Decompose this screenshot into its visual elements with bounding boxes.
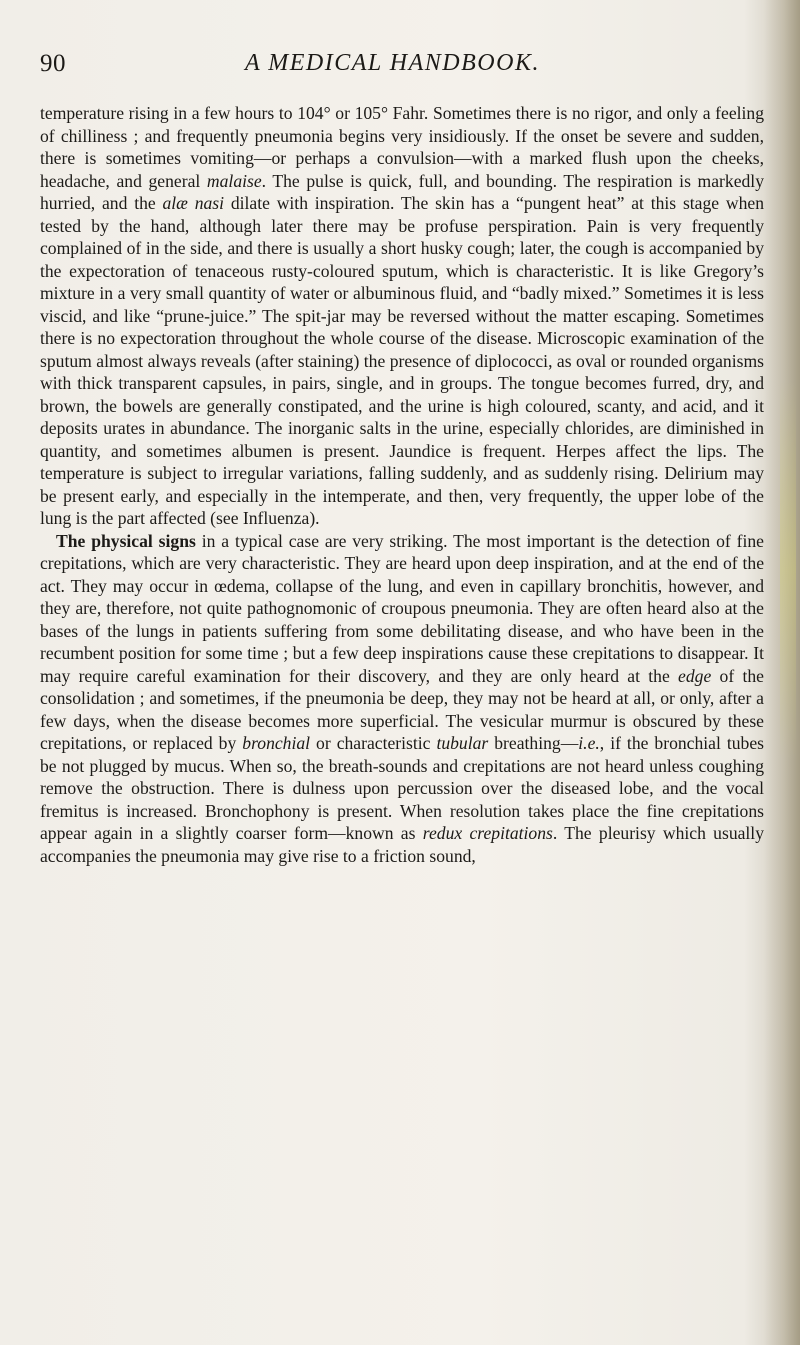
text-run: . The pulse is quick, full, and bounding. The respiration is markedly hurried, and the	[40, 170, 764, 213]
text-run: . The pleurisy which usually accompanies the pneumonia may give rise to a friction sound,	[40, 823, 764, 866]
text-run-italic: malaise	[206, 170, 262, 191]
text-run-italic: tubular	[436, 733, 489, 753]
text-run-italic: edge	[678, 665, 712, 686]
text-run-italic: bronchial	[242, 733, 311, 753]
page-header	[40, 50, 745, 82]
text-run: or characteristic	[310, 733, 437, 753]
text-run-italic: alæ nasi	[162, 193, 225, 213]
text-run-bold: The physical signs	[56, 530, 196, 551]
page-edge-discoloration	[780, 380, 796, 760]
paragraph-physical-signs	[40, 530, 764, 868]
page-number: 90	[40, 50, 66, 77]
text-run: in a typical case are very striking. The most important is the detection of fine crepitations, which are very characteristic. They are heard upon deep inspiration, and at the end of the act. They may occur in œdema, collapse of the lung, and even in capillary bronchitis, however, and they are, therefore, not quite pathognomonic of croupous pneumonia. They are often heard also at the bases of the lungs in patients suffering from some debilitating disease, and who have been in the recumbent position for some time ; but a few deep inspirations cause these crepitations to disappear. It may require careful examination for their discovery, and they are only heard at the	[40, 530, 764, 686]
text-run: temperature rising in a few hours to 104° or 105° Fahr. Sometimes there is no rigor, and only a feeling of chilliness ; and frequently pneumonia begins very insidiously. If the onset be severe and sudden, there is sometimes vomiting—or perhaps a convulsion—with a marked flush upon the cheeks, headache, and general	[40, 103, 764, 191]
text-run: dilate with inspiration. The skin has a “pungent heat” at this stage when tested by the hand, although later there may be profuse perspiration. Pain is very frequently complained of in the side, and there is usually a short husky cough; later, the cough is accompanied by the expectoration of tenaceous rusty-coloured sputum, which is characteristic. It is like Gregory’s mixture in a very small quantity of water or albuminous fluid, and “badly mixed.” Sometimes it is less viscid, and like “prune-juice.” The spit-jar may be reversed without the matter escaping. Sometimes there is no expectoration throughout the whole course of the disease. Microscopic examination of the sputum almost always reveals (after staining) the presence of diplococci, as oval or rounded organisms with thick transparent capsules, in pairs, single, and in groups. The tongue becomes furred, dry, and brown, the bowels are generally constipated, and the urine is high coloured, scanty, and acid, and it deposits urates in abundance. The inorganic salts in the urine, especially chlorides, are diminished in quantity, and sometimes albumen is present. Jaundice is frequent. Herpes affect the lips. The temperature is subject to irregular variations, falling suddenly, and as suddenly rising. Delirium may be present early, and especially in the intemperate, and then, very frequently, the upper lobe of the lung is the part affected (see Influenza).	[40, 193, 765, 528]
paragraph-symptoms	[40, 102, 764, 530]
text-run: breathing—	[488, 733, 579, 753]
text-run: , if the bronchial tubes be not plugged by mucus. When so, the breath-sounds and crepitations are not heard unless coughing remove the obstruction. There is dulness upon percussion over the diseased lobe, and the vocal fremitus is increased. Bronchophony is present. When resolution takes place the fine crepitations appear again in a slightly coarser form—known as	[40, 733, 764, 843]
body-text	[40, 102, 764, 867]
text-run-italic: redux crepitations	[422, 823, 553, 843]
running-head: A MEDICAL HANDBOOK.	[245, 50, 540, 76]
text-run: of the consolidation ; and sometimes, if the pneumonia be deep, they may not be heard at all, or only, after a few days, when the disease becomes more superficial. The vesicular murmur is obscured by these crepitations, or replaced by	[40, 665, 764, 753]
text-run-italic: i.e.	[578, 733, 600, 753]
